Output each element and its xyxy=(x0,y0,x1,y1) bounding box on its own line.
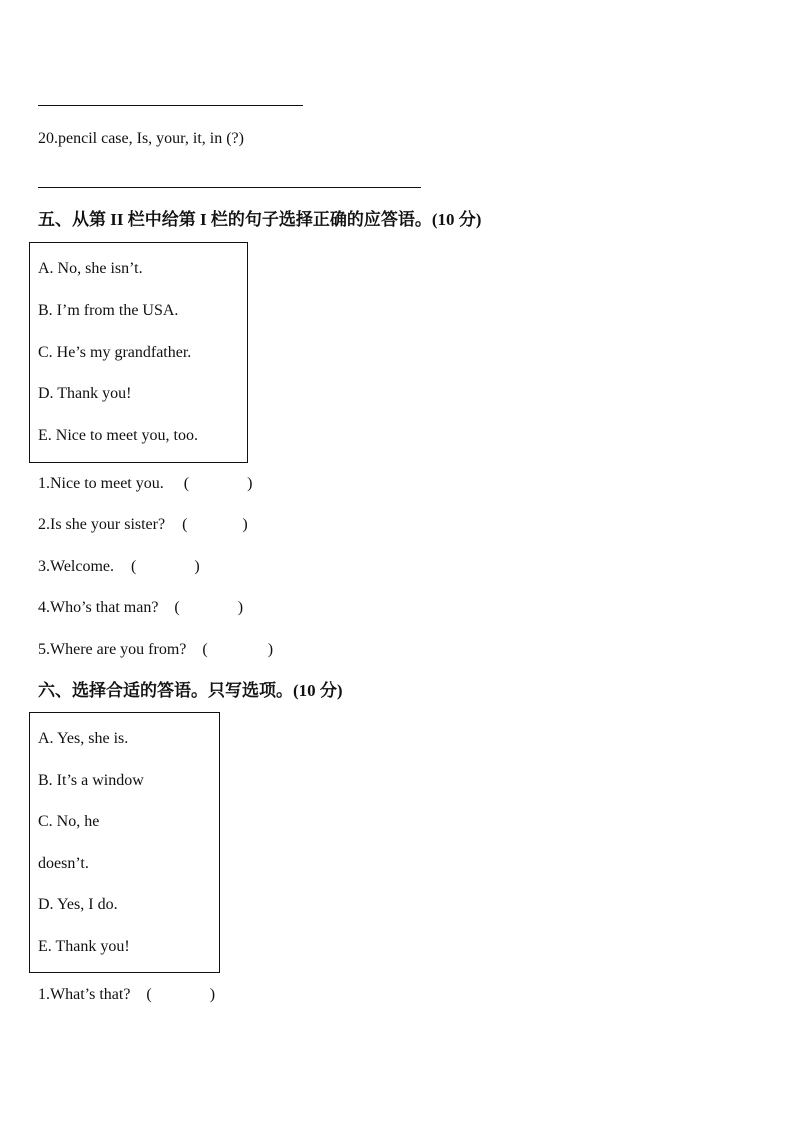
open-paren: ( xyxy=(202,641,208,658)
open-paren: ( xyxy=(174,599,180,616)
question-5 xyxy=(38,640,273,660)
question-text: 2.Is she your sister? xyxy=(38,516,166,533)
option-e: E. Nice to meet you, too. xyxy=(38,427,198,444)
option-c: C. No, he xyxy=(38,813,100,830)
question-text: 4.Who’s that man? xyxy=(38,599,159,616)
option-c: C. He’s my grandfather. xyxy=(38,344,192,361)
close-paren: ) xyxy=(247,475,253,492)
question-1 xyxy=(38,474,252,494)
close-paren: ) xyxy=(267,641,274,658)
open-paren: ( xyxy=(131,558,137,575)
option-c-continued: doesn’t. xyxy=(38,855,89,872)
question-1 xyxy=(38,985,215,1005)
question-20: 20.pencil case, Is, your, it, in (?) xyxy=(38,130,244,147)
option-b: B. It’s a window xyxy=(38,772,144,789)
question-text: 1.What’s that? xyxy=(38,986,131,1003)
open-paren: ( xyxy=(146,986,152,1003)
option-d: D. Thank you! xyxy=(38,385,132,402)
question-text: 3.Welcome. xyxy=(38,558,115,575)
section-6-heading: 六、选择合适的答语。只写选项。(10 分) xyxy=(38,681,343,700)
close-paren: ) xyxy=(194,558,200,575)
open-paren: ( xyxy=(183,475,190,492)
section-5-heading: 五、从第 II 栏中给第 I 栏的句子选择正确的应答语。(10 分) xyxy=(38,210,482,229)
answer-line-19 xyxy=(38,105,303,106)
close-paren: ) xyxy=(209,986,216,1003)
question-4 xyxy=(38,598,243,618)
question-text: 1.Nice to meet you. xyxy=(38,475,164,492)
answer-line-20 xyxy=(38,187,421,188)
question-2 xyxy=(38,515,248,535)
question-text: 5.Where are you from? xyxy=(38,641,187,658)
option-a: A. Yes, she is. xyxy=(38,730,129,747)
option-b: B. I’m from the USA. xyxy=(38,302,179,319)
close-paren: ) xyxy=(237,599,244,616)
section-6-options-box xyxy=(29,712,220,973)
open-paren: ( xyxy=(182,516,188,533)
question-3 xyxy=(38,557,200,577)
option-a: A. No, she isn’t. xyxy=(38,260,143,277)
close-paren: ) xyxy=(242,516,248,533)
option-e: E. Thank you! xyxy=(38,938,130,955)
option-d: D. Yes, I do. xyxy=(38,896,118,913)
